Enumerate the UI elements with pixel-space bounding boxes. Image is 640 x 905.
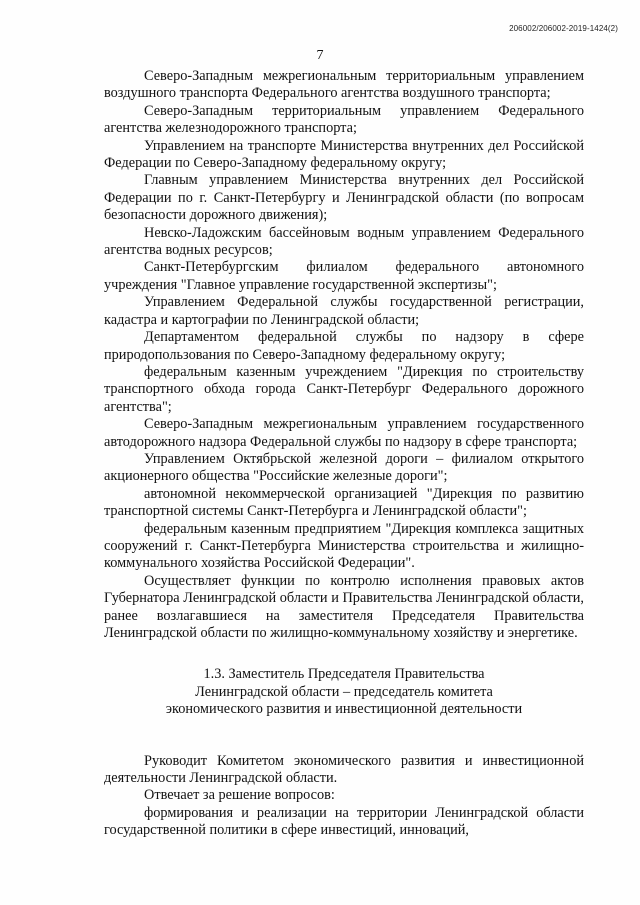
paragraph: Управлением Федеральной службы государственной регистрации, кадастра и картографии по Ленинградской области;: [104, 294, 584, 328]
paragraph: федеральным казенным предприятием "Дирекция комплекса защитных сооружений г. Санкт-Петербурга Министерства строительства и жилищно-коммунального хозяйства Российской Федерации".: [104, 520, 584, 572]
paragraph: Главным управлением Министерства внутренних дел Российской Федерации по г. Санкт-Петербургу и Ленинградской области (по вопросам безопасности дорожного движения);: [104, 172, 584, 224]
paragraph: Управлением Октябрьской железной дороги – филиалом открытого акционерного общества "Российские железные дороги";: [104, 450, 584, 485]
paragraph: Невско-Ладожским бассейновым водным управлением Федерального агентства водных ресурсов;: [104, 224, 584, 259]
paragraph: Санкт-Петербургским филиалом федерального автономного учреждения "Главное управление государственной экспертизы";: [104, 259, 584, 293]
section-heading-line: Ленинградской области – председатель комитета: [195, 683, 493, 700]
paragraph: автономной некоммерческой организацией "Дирекция по развитию транспортной системы Санкт-Петербурга и Ленинградской области";: [104, 485, 584, 520]
paragraph: Северо-Западным межрегиональным территориальным управлением воздушного транспорта Федерального агентства воздушного транспорта;: [104, 68, 584, 102]
document-body: [104, 68, 584, 840]
paragraph: формирования и реализации на территории Ленинградской области государственной политики в сфере инвестиций, инноваций,: [104, 804, 584, 839]
section-heading: [104, 666, 584, 718]
section-heading-line: экономического развития и инвестиционной деятельности: [165, 701, 523, 718]
page-number: 7: [316, 48, 324, 63]
paragraph: Северо-Западным территориальным управлением Федерального агентства железнодорожного транспорта;: [104, 102, 584, 137]
section-heading-line: 1.3. Заместитель Председателя Правительства: [203, 666, 485, 683]
paragraph: Отвечает за решение вопросов:: [144, 787, 335, 804]
paragraph: Департаментом федеральной службы по надзору в сфере природопользования по Северо-Западному федеральному округу;: [104, 329, 584, 363]
paragraph: Руководит Комитетом экономического развития и инвестиционной деятельности Ленинградской области.: [104, 752, 584, 787]
paragraph: федеральным казенным учреждением "Дирекция по строительству транспортного обхода города Санкт-Петербург Федерального дорожного агентства";: [104, 363, 584, 415]
paragraph: Управлением на транспорте Министерства внутренних дел Российской Федерации по Северо-Западному федеральному округу;: [104, 137, 584, 172]
paragraph: Северо-Западным межрегиональным управлением государственного автодорожного надзора Федеральной службы по надзору в сфере транспорта;: [104, 416, 584, 450]
document-code: 206002/206002-2019-1424(2): [509, 24, 618, 33]
paragraph: Осуществляет функции по контролю исполнения правовых актов Губернатора Ленинградской области и Правительства Ленинградской области, ранее возлагавшиеся на заместителя Председателя Правительства Ленинградской области по жилищно-коммунальному хозяйству и энергетике.: [104, 572, 584, 641]
